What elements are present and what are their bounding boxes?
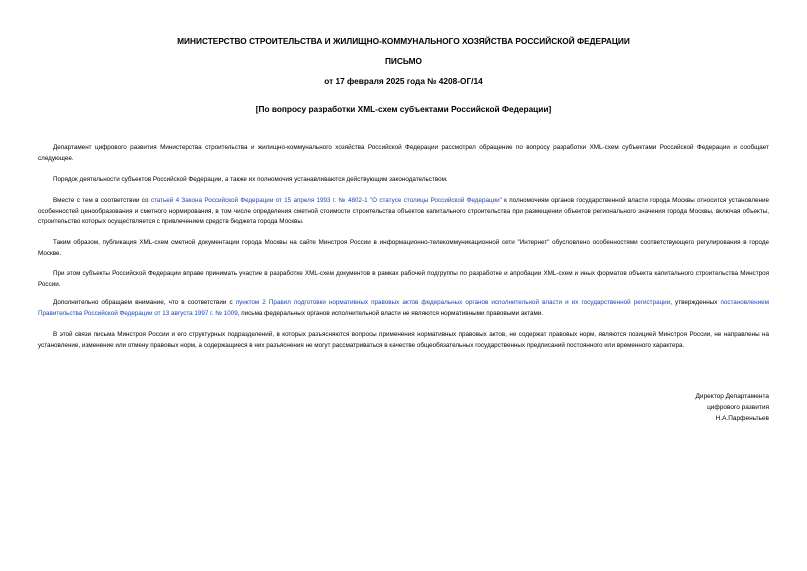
signature-name: Н.А.Парфеньтьев	[715, 415, 769, 422]
paragraph-5: При этом субъекты Российской Федерации вправе принимать участие в разработке XML-схем документов в рамках рабочей подгруппы по разработке и апробации XML-схем и иных форматов объекта капитального строительства Минстроя России.	[38, 270, 769, 288]
signature-block	[696, 391, 769, 424]
paragraph-3-text-post: к полномочиям органов государственной власти города Москвы относится установление особенностей ценообразования и сметного нормирования, в том числе определения сметной стоимости строительства объектов капитального строительства при размещении объектов регионального значения города Москвы, включая объекты, строительство которых осуществляется с привлечением средств бюджета города Москвы.	[38, 197, 769, 226]
paragraph-6-text-pre: Дополнительно обращаем внимание, что в соответствии с	[53, 299, 236, 306]
paragraph-3	[38, 196, 769, 228]
paragraph-6-text-post: , письма федеральных органов исполнительной власти не являются нормативными правовыми актами.	[237, 309, 544, 317]
rules-paragraph-2-link[interactable]: пунктом 2 Правил подготовки нормативных правовых актов федеральных органов исполнительной власти и их государственной регистрации	[235, 299, 671, 306]
law-moscow-status-link[interactable]: статьей 4 Закона Российской Федерации от 15 апреля 1993 г. № 4802-1 "О статусе столицы Российской Федерации"	[150, 197, 502, 204]
paragraph-6-text-mid: , утвержденных	[670, 299, 721, 306]
paragraph-2: Порядок деятельности субъектов Российской Федерации, а также их полномочия устанавливаются действующим законодательством.	[53, 176, 448, 183]
paragraph-7: В этой связи письма Минстроя России и его структурных подразделений, в которых разъясняются вопросы применения нормативных правовых актов, не содержат правовых норм, являются позицией Минстроя России, не направлены на установление, изменение или отмену правовых норм, а содержащиеся в них разъяснения не могут рассматриваться в качестве общеобязательных государственных предписаний постоянного или временного характера.	[38, 331, 769, 349]
paragraph-6	[38, 298, 769, 319]
signature-position: Директор Департамента	[695, 393, 769, 400]
paragraph-4: Таким образом, публикация XML-схем сметной документации города Москвы на сайте Минстроя России в информационно-телекоммуникационной сети "Интернет" обусловлено особенностями соответствующего регулирования в городе Москве.	[38, 239, 769, 257]
paragraph-1: Департамент цифрового развития Министерства строительства и жилищно-коммунального хозяйства Российской Федерации рассмотрел обращение по вопросу разработки XML-схем субъектами Российской Федерации и сообщает следующее.	[38, 144, 769, 162]
document-subject: [По вопросу разработки XML-схем субъектами Российской Федерации]	[255, 104, 552, 114]
signature-department: цифрового развития	[707, 404, 769, 411]
document-type: ПИСЬМО	[384, 56, 423, 66]
paragraph-3-text-pre: Вместе с тем в соответствии со	[53, 197, 151, 204]
government-resolution-1009-link[interactable]: постановлением Правительства Российской Федерации от 13 августа 1997 г. № 1009	[38, 299, 769, 317]
ministry-title: МИНИСТЕРСТВО СТРОИТЕЛЬСТВА И ЖИЛИЩНО-КОММУНАЛЬНОГО ХОЗЯЙСТВА РОССИЙСКОЙ ФЕДЕРАЦИИ	[177, 36, 630, 46]
document-date-number: от 17 февраля 2025 года № 4208-ОГ/14	[324, 76, 483, 86]
